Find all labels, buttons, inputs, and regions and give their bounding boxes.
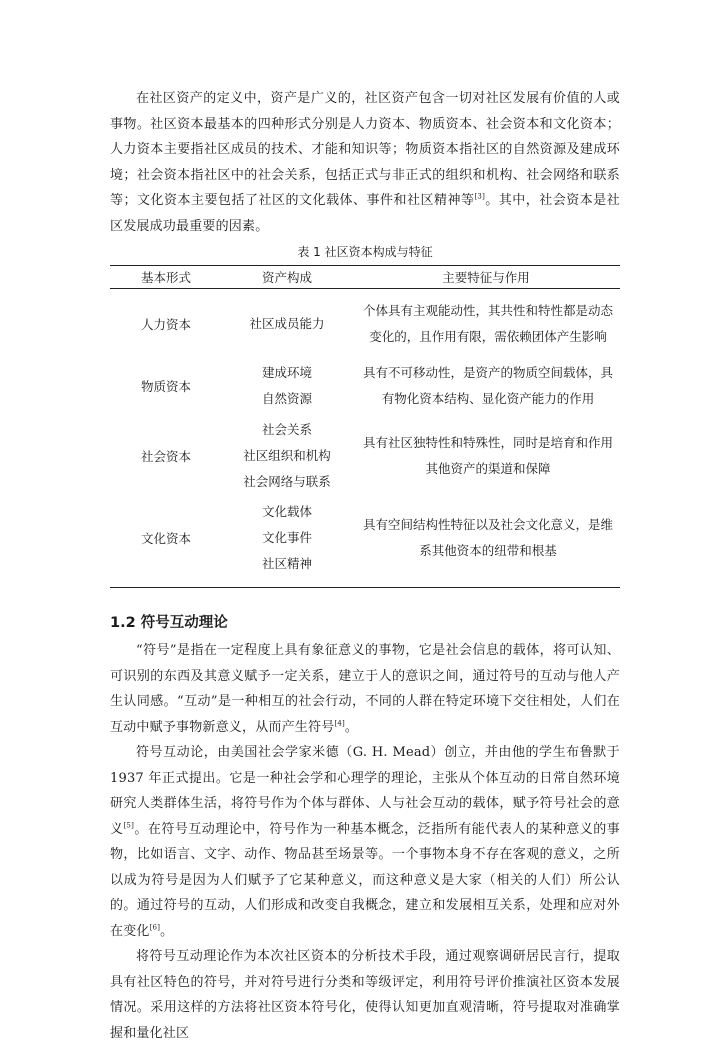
table-header-row [110, 266, 620, 289]
row-components: 社会关系 社区组织和机构 社会网络与联系 [243, 422, 331, 489]
table-row [110, 495, 620, 588]
table-row [110, 355, 620, 417]
row-features: 个体具有主观能动性，其共性和特性都是动态 变化的，且作用有限，需依赖团体产生影响 [362, 303, 613, 344]
table-row [110, 417, 620, 495]
row-features: 具有社区独特性和特殊性，同时是培育和作用 其他资产的渠道和保障 [362, 435, 613, 476]
row-form: 社会资本 [140, 449, 191, 464]
citation-5: [5] [123, 821, 135, 830]
section-paragraph-2: 符号互动论，由美国社会学家米德（G. H. Mead）创立，并由他的学生布鲁默于 1937 年正式提出。它是一种社会学和心理学的理论，主张从个体互动的日常自然环境研究人类群体生活，将符号作为个体与群体、人与社会互动的载体，赋予符号社会的意义[5]。在符号互动理论中，符号作为一种基本概念，泛指所有能代表人的某种意义的事物，比如语言、文字、动作、物品甚至场景等。一个事物本身不存在客观的意义，之所以成为符号是因为人们赋予了它某种意义，而这种意义是大家（相关的人们）所公认的。通过符号的互动，人们形成和改变自我概念，建立和发展相互关系，处理和应对外在变化[6]。 [110, 745, 620, 939]
header-features: 主要特征与作用 [352, 266, 620, 289]
row-form: 物质资本 [140, 379, 191, 394]
citation-6: [6] [149, 923, 161, 932]
row-form: 文化资本 [110, 495, 222, 588]
capital-table [110, 265, 620, 588]
citation-3: [3] [474, 192, 485, 201]
row-components: 建成环境 自然资源 [261, 365, 312, 406]
row-components: 社区成员能力 [249, 316, 325, 331]
intro-tail: 。其中，社会资本是社区发展成功最重要的因素。 [110, 193, 620, 234]
section-paragraph-3: 将符号互动理论作为本次社区资本的分析技术手段，通过观察调研居民言行，提取具有社区特色的符号，并对符号进行分类和等级评定，利用符号评价推演社区资本发展情况。采用这样的方法将社区资本符号化，使得认知更加直观清晰，符号提取对准确掌握和量化社区 [110, 949, 620, 1041]
section-paragraph-1: “符号”是指在一定程度上具有象征意义的事物，它是社会信息的载体，将可认知、可识别的东西及其意义赋予一定关系，建立于人的意识之间，通过符号的互动与他人产生认同感。“互动”是一种相互的社会行动，不同的人群在特定环境下交往相处，人们在互动中赋予事物新意义，从而产生符号[4]。 [110, 643, 620, 735]
row-features: 具有不可移动性，是资产的物质空间载体，具 有物化资本结构、显化资产能力的作用 [362, 365, 613, 406]
table-caption: 表 1 社区资本构成与特征 [297, 245, 433, 259]
header-form: 基本形式 [110, 266, 222, 289]
header-components: 资产构成 [222, 266, 352, 289]
table-row [110, 289, 620, 356]
citation-4: [4] [334, 719, 345, 728]
row-features: 具有空间结构性特征以及社会文化意义，是维 系其他资本的纽带和根基 [352, 495, 620, 588]
section-heading: 1.2 符号互动理论 [110, 615, 228, 631]
intro-paragraph [110, 86, 620, 239]
page-body [110, 86, 620, 1046]
row-components: 文化载体 文化事件 社区精神 [222, 495, 352, 588]
intro-text: 在社区资产的定义中，资产是广义的，社区资产包含一切对社区发展有价值的人或事物。社区资本最基本的四种形式分别是人力资本、物质资本、社会资本和文化资本；人力资本主要指社区成员的技术、才能和知识等；物质资本指社区的自然资源及建成环境；社会资本指社区中的社会关系，包括正式与非正式的组织和机构、社会网络和联系等；文化资本主要包括了社区的文化载体、事件和社区精神等 [110, 91, 620, 208]
row-form: 人力资本 [140, 317, 191, 332]
